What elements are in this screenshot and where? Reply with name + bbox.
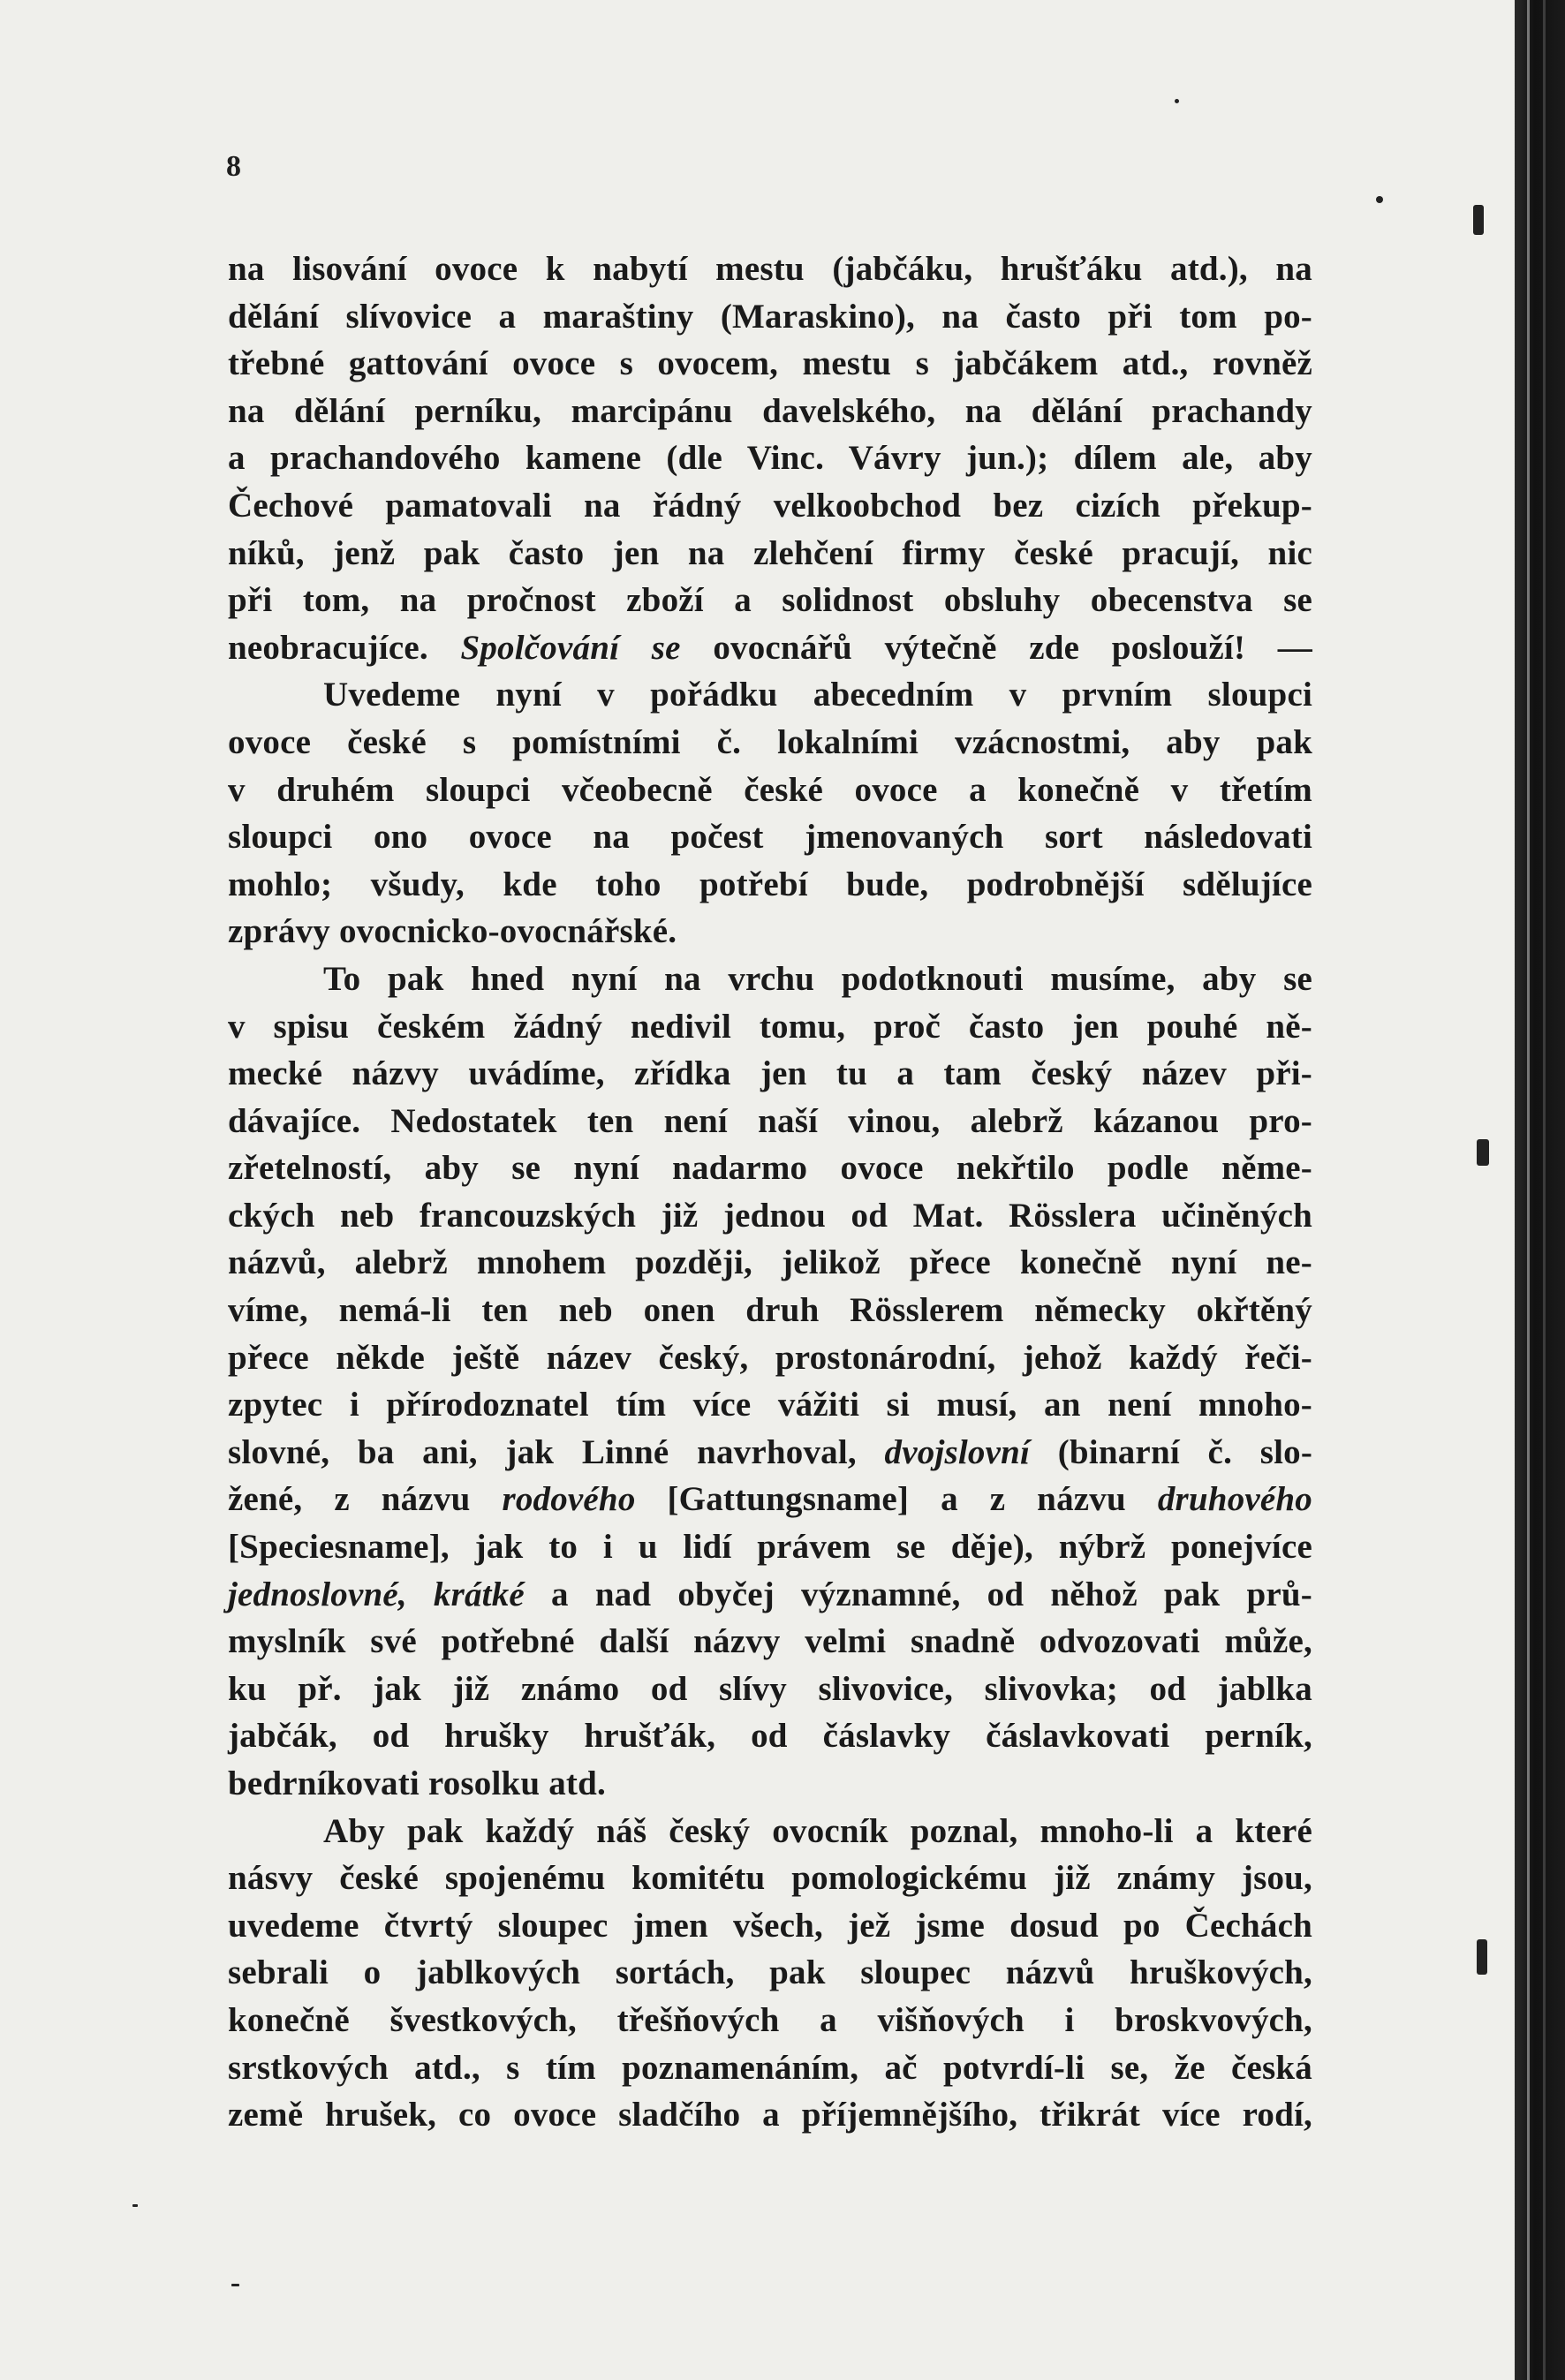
text-line: mohlo; všudy, kde toho potřebí bude, podrobnější sdělujíce [228,865,1312,903]
text-line: sloupci ono ovoce na počest jmenovaných sort následovati [228,818,1312,857]
ink-speck [1477,1939,1487,1975]
text-line: [Speciesname], jak to i u lidí právem se děje), nýbrž ponejvíce [228,1528,1312,1567]
text-line: názvů, alebrž mnohem později, jelikož přece konečně nyní ne- [228,1243,1312,1282]
binding-line [1527,0,1530,2380]
ink-speck [231,2284,239,2286]
text-line: níků, jenž pak často jen na zlehčení firmy české pracují, nic [228,533,1312,572]
text-line: přece někde ještě název český, prostonárodní, jehož každý řeči- [228,1338,1312,1377]
paragraph-start: To pak hned nyní na vrchu podotknouti musíme, aby se [323,959,1312,998]
text-line: země hrušek, co ovoce sladčího a příjemnějšího, třikrát více rodí, [228,2096,1312,2134]
text-line [228,1571,1312,1619]
paragraph-start: Aby pak každý náš český ovocník poznal, mnoho-li a které [323,1811,1312,1850]
text-line [228,1476,1312,1523]
italic-term: druhového [1157,1480,1313,1519]
text-line: dělání slívovice a maraštiny (Maraskino), na často při tom po- [228,297,1312,336]
text-run: ovocnářů výtečně zde poslouží! — [680,628,1312,667]
text-line: při tom, na pročnost zboží a solidnost obsluhy obecenstva se [228,581,1312,620]
text-line: zpytec i přírodoznatel tím více vážiti si musí, an není mnoho- [228,1386,1312,1424]
text-line: zřetelností, aby se nyní nadarmo ovoce nekřtilo podle něme- [228,1149,1312,1188]
text-line: sebrali o jablkových sortách, pak sloupec názvů hruškových, [228,1953,1312,1992]
text-line: myslník své potřebné další názvy velmi snadně odvozovati může, [228,1622,1312,1661]
text-line: uvedeme čtvrtý sloupec jmen všech, jež jsme dosud po Čechách [228,1906,1312,1945]
text-line: v spisu českém žádný nedivil tomu, proč často jen pouhé ně- [228,1007,1312,1046]
text-run: žené, z názvu [228,1480,503,1519]
italic-term: Spolčování se [460,628,681,667]
text-run: neobracujíce. [228,628,461,667]
text-line: srstkových atd., s tím poznamenáním, ač potvrdí-li se, že česká [228,2048,1312,2087]
text-line: konečně švestkových, třešňových a višňových i broskvových, [228,2000,1312,2039]
text-line: a prachandového kamene (dle Vinc. Vávry jun.); dílem ale, aby [228,439,1312,478]
ink-speck [1473,205,1484,235]
text-line: násvy české spojenému komitétu pomologickému již známy jsou, [228,1859,1312,1898]
text-line: ku př. jak již známo od slívy slivovice, slivovka; od jablka [228,1669,1312,1708]
text-line: v druhém sloupci včeobecně české ovoce a konečně v třetím [228,770,1312,809]
text-line [228,1429,1312,1477]
page-number: 8 [226,150,241,183]
scan-border [1515,0,1565,2380]
italic-term: rodového [502,1480,636,1519]
text-line: ovoce české s pomístními č. lokalními vzácnostmi, aby pak [228,722,1312,761]
ink-speck [1376,196,1383,203]
binding-line [1543,0,1546,2380]
text-line: Čechové pamatovali na řádný velkoobchod bez cizích překup- [228,486,1312,525]
text-run: [Gattungsname] a z názvu [635,1480,1158,1519]
body-text [228,246,1312,2139]
text-line: na dělání perníku, marcipánu davelského, na dělání prachandy [228,391,1312,430]
ink-speck [1477,1139,1489,1166]
text-run: slovné, ba ani, jak Linné navrhoval, [228,1432,885,1471]
paragraph-end: bedrníkovati rosolku atd. [228,1764,606,1802]
text-line: víme, nemá-li ten neb onen druh Rösslerem německy okřtěný [228,1291,1312,1330]
paragraph-start: Uvedeme nyní v pořádku abecedním v prvním sloupci [323,676,1312,714]
text-line: dávajíce. Nedostatek ten není naší vinou, alebrž kázanou pro- [228,1101,1312,1140]
italic-term: dvojslovní [884,1432,1031,1471]
text-line: na lisování ovoce k nabytí mestu (jabčáku, hrušťáku atd.), na [228,250,1312,288]
ink-speck [1175,99,1179,103]
italic-term: jednoslovné, krátké [228,1575,525,1613]
text-run: (binarní č. slo- [1030,1432,1313,1471]
text-line: třebné gattování ovoce s ovocem, mestu s jabčákem atd., rovněž [228,344,1312,383]
text-line: jabčák, od hrušky hrušťák, od čáslavky čáslavkovati perník, [228,1717,1312,1756]
text-run: a nad obyčej významné, od něhož pak prů- [524,1575,1312,1613]
text-line: mecké názvy uvádíme, zřídka jen tu a tam český název při- [228,1054,1312,1093]
ink-speck [132,2204,138,2207]
text-line: ckých neb francouzských již jednou od Mat. Rösslera učiněných [228,1196,1312,1235]
paragraph-end: zprávy ovocnicko-ovocnářské. [228,912,677,951]
text-line [228,624,1312,672]
